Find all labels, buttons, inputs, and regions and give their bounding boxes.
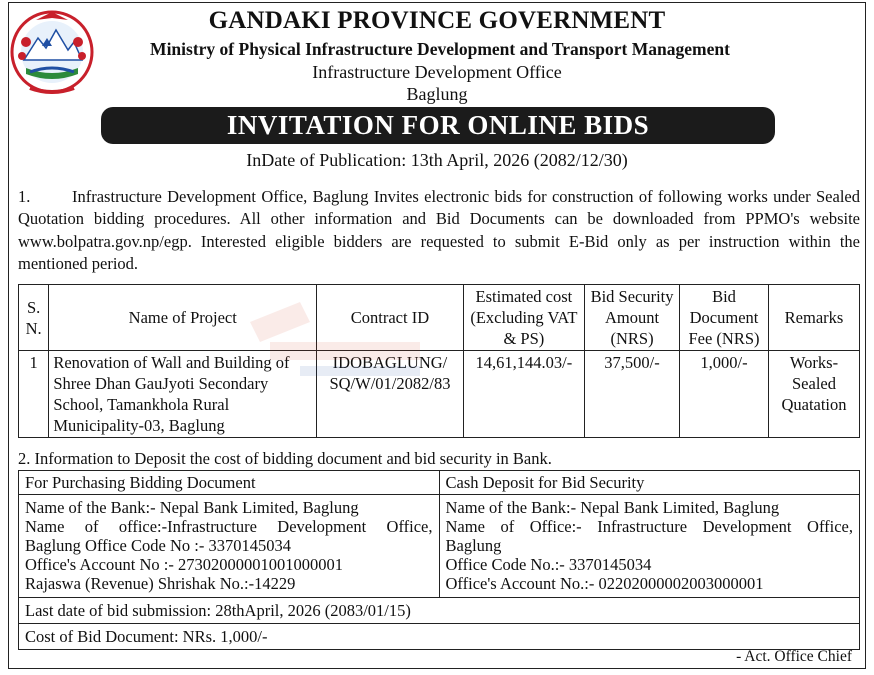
cell-project: Renovation of Wall and Building of Shree Dhan GauJyoti Secondary School, Tamankhola Rural Municipality-03, Baglung xyxy=(49,351,317,438)
left-line-4: Office's Account No :- 27302000001001000001 xyxy=(25,555,343,574)
header-bid-security: Bid Security Amount (NRS) xyxy=(585,285,680,351)
section-1-text: Infrastructure Development Office, Baglung Invites electronic bids for construction of following works under Sealed Quotation bidding procedures. All other information and Bid Documents can be downloaded from PPMO's website www.bolpatra.gov.np/egp. Interested eligible bidders are requested to submit E-Bid only as per instruction within the mentioned period. xyxy=(18,187,860,273)
cell-document-fee: 1,000/- xyxy=(680,351,769,438)
header-contract-id: Contract ID xyxy=(317,285,464,351)
right-line-5: Office's Account No.:- 02202000002003000001 xyxy=(445,574,764,593)
cell-remarks: Works-Sealed Quatation xyxy=(768,351,859,438)
bank-info-title-row xyxy=(19,471,860,495)
right-bank-details xyxy=(439,495,860,598)
document-cost: Cost of Bid Document: NRs. 1,000/- xyxy=(19,624,860,650)
last-date-row xyxy=(19,598,860,624)
government-title: GANDAKI PROVINCE GOVERNMENT xyxy=(208,7,666,34)
left-line-5: Rajaswa (Revenue) Shrishak No.:-14229 xyxy=(25,574,296,593)
cell-bid-security: 37,500/- xyxy=(585,351,680,438)
header-estimated-cost: Estimated cost (Excluding VAT & PS) xyxy=(463,285,584,351)
signoff: - Act. Office Chief xyxy=(736,648,852,665)
office-location: Baglung xyxy=(406,84,468,104)
left-line-1: Name of the Bank:- Nepal Bank Limited, Baglung xyxy=(25,498,359,517)
right-line-3: Baglung xyxy=(445,536,502,555)
cell-contract-id: IDOBAGLUNG/ SQ/W/01/2082/83 xyxy=(317,351,464,438)
left-line-2: Name of office:-Infrastructure Development Office, xyxy=(25,517,433,536)
section-2-heading: 2. Information to Deposit the cost of bidding document and bid security in Bank. xyxy=(18,449,552,468)
cell-sn: 1 xyxy=(19,351,49,438)
cell-estimated-cost: 14,61,144.03/- xyxy=(463,351,584,438)
watermark-logo-icon xyxy=(240,292,450,402)
left-bank-details xyxy=(19,495,440,598)
last-date: Last date of bid submission: 28thApril, 2026 (2083/01/15) xyxy=(19,598,860,624)
right-line-2: Name of Office:- Infrastructure Development Office, xyxy=(445,517,853,536)
document-cost-row xyxy=(19,624,860,650)
bank-info-details-row xyxy=(19,495,860,598)
right-line-1: Name of the Bank:- Nepal Bank Limited, Baglung xyxy=(445,498,780,517)
right-title: Cash Deposit for Bid Security xyxy=(439,471,860,495)
header-remarks: Remarks xyxy=(768,285,859,351)
right-line-4: Office Code No.:- 3370145034 xyxy=(445,555,652,574)
ministry-name: Ministry of Physical Infrastructure Development and Transport Management xyxy=(150,39,730,59)
header-project: Name of Project xyxy=(49,285,317,351)
header-sn: S. N. xyxy=(19,285,49,351)
left-title: For Purchasing Bidding Document xyxy=(19,471,440,495)
publication-date: InDate of Publication: 13th April, 2026 (2082/12/30) xyxy=(246,150,628,170)
header-document-fee: Bid Document Fee (NRS) xyxy=(680,285,769,351)
notice-banner: INVITATION FOR ONLINE BIDS xyxy=(101,107,775,144)
office-name: Infrastructure Development Office xyxy=(312,62,562,82)
bank-info-table xyxy=(18,470,860,650)
left-line-3: Baglung Office Code No :- 3370145034 xyxy=(25,536,291,555)
section-1-paragraph xyxy=(18,186,860,275)
section-1-number: 1. xyxy=(18,187,31,206)
